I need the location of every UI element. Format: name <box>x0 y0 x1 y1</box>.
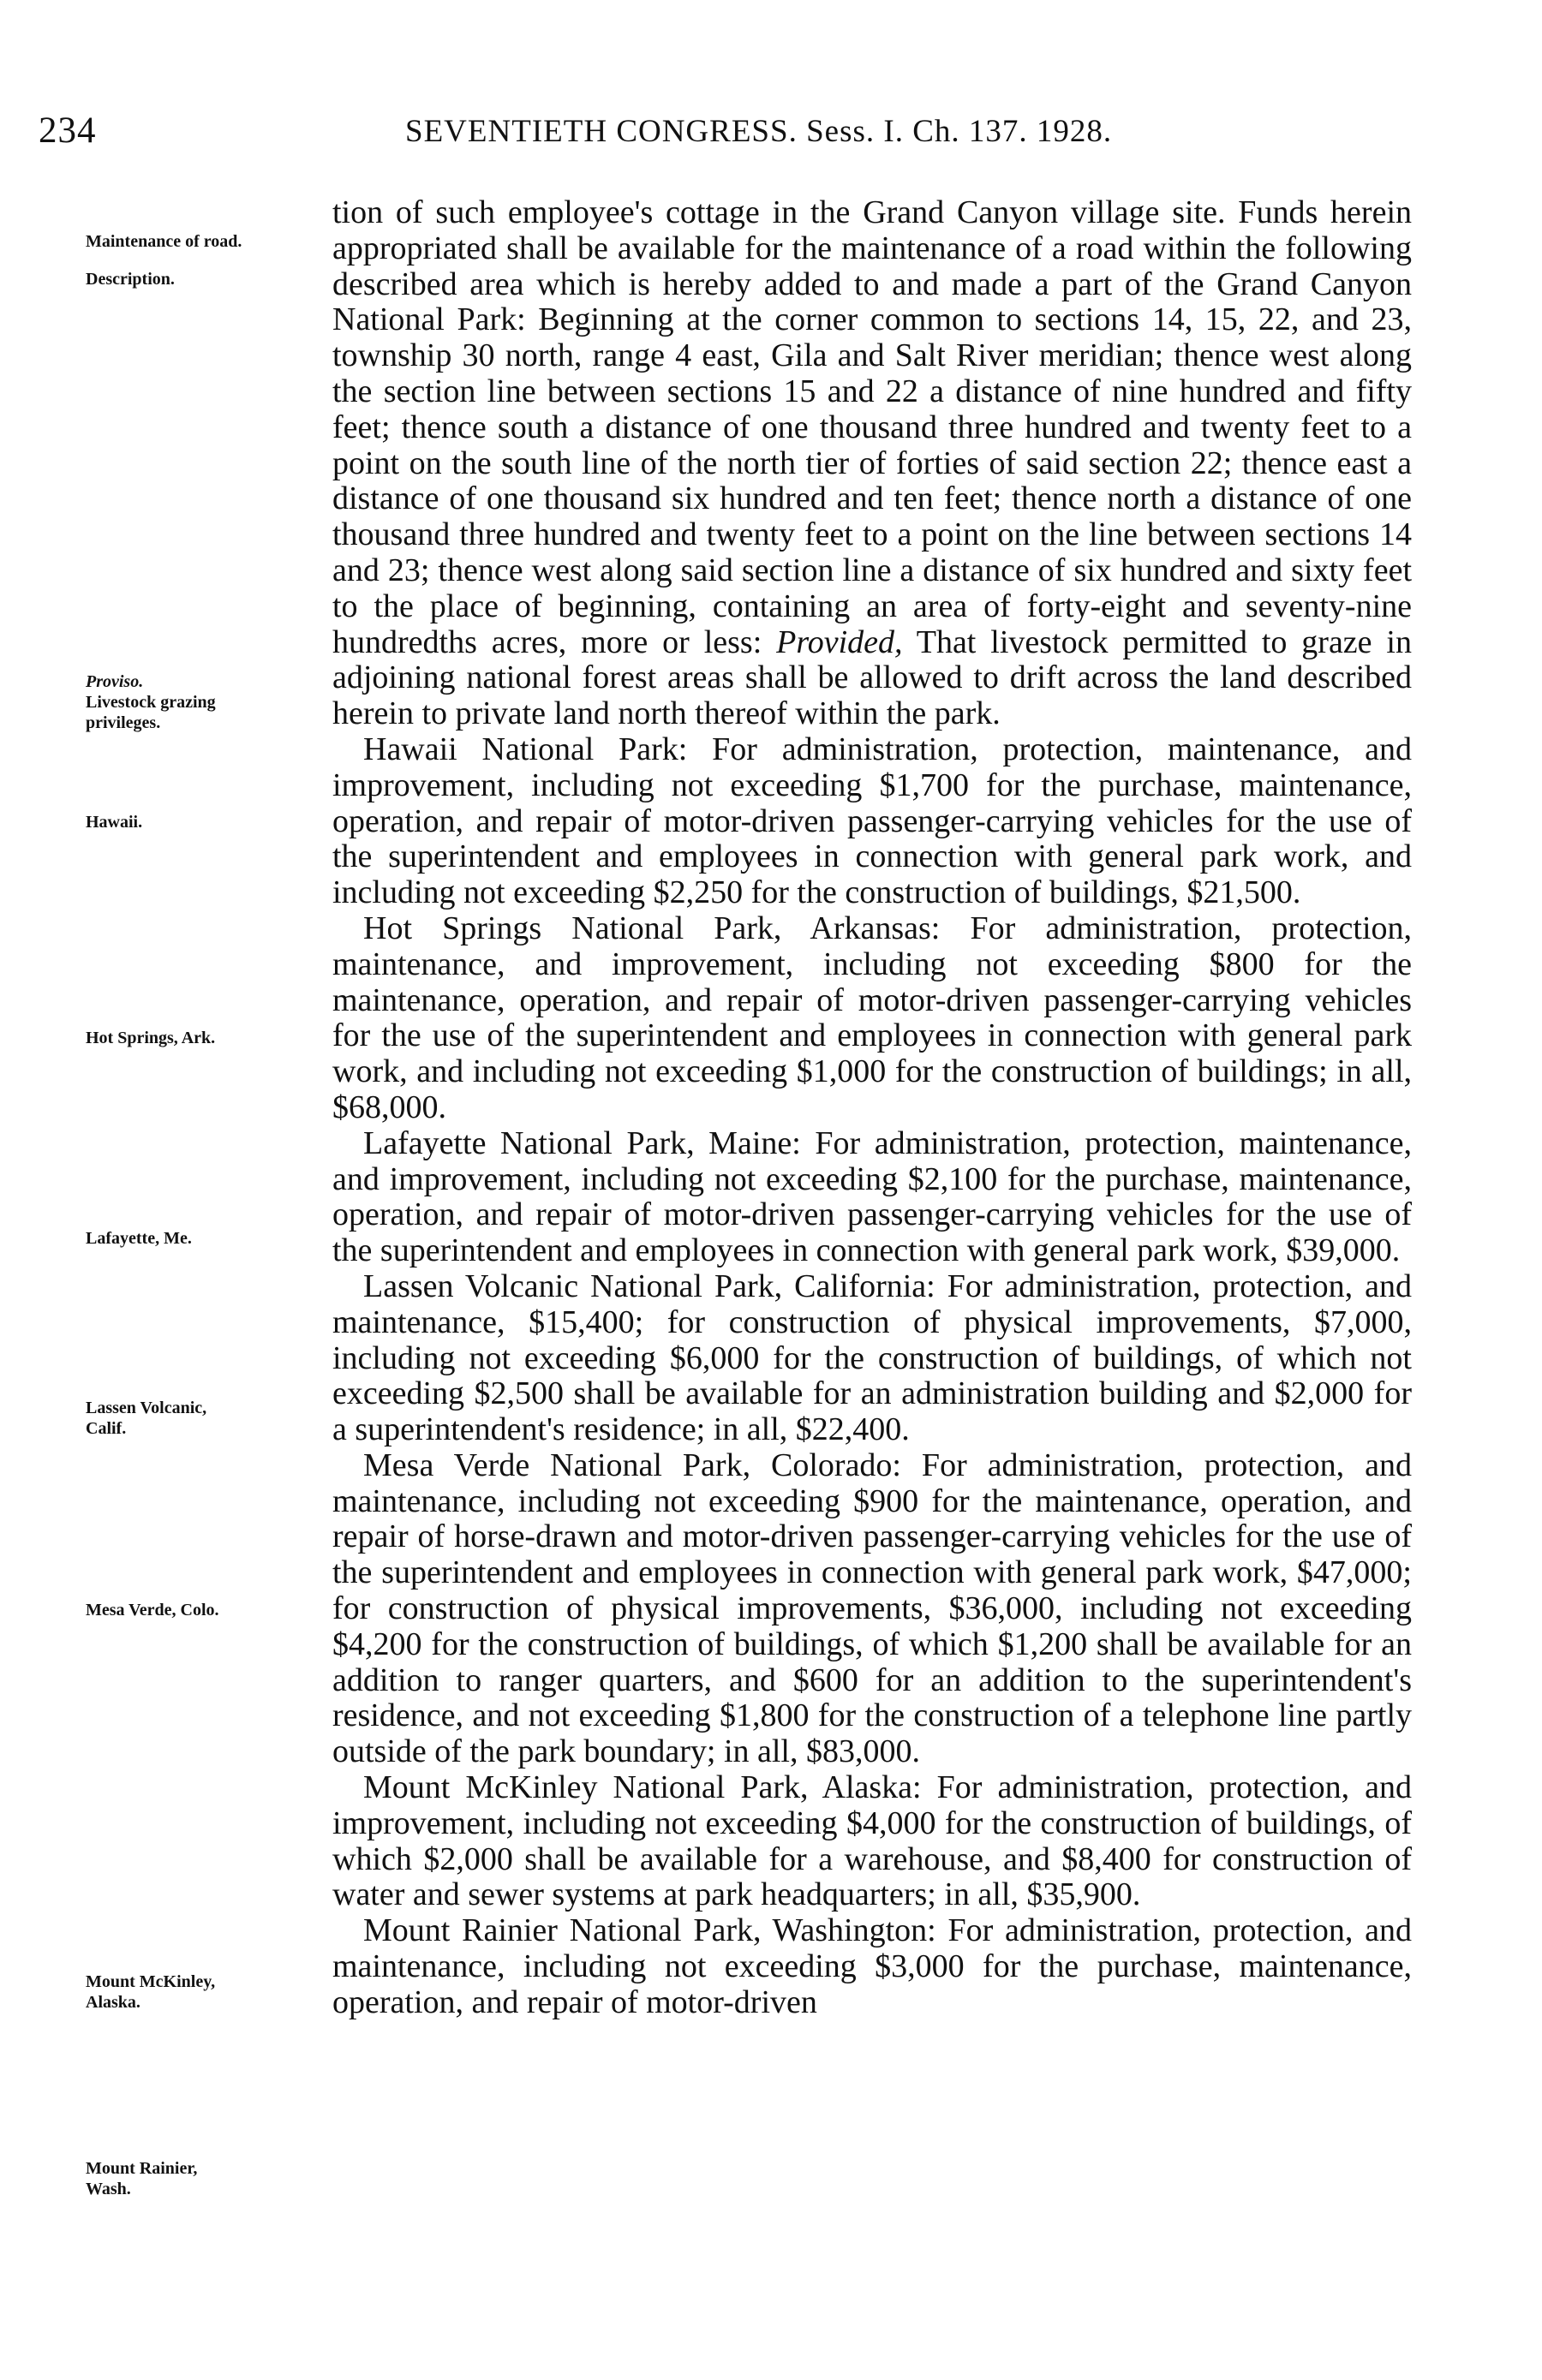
margin-notes <box>86 221 334 2294</box>
paragraph-mount-mckinley: Mount McKinley National Park, Alaska: For administration, protection, and improvement, including not exceeding $4,000 for the construction of buildings, of which $2,000 shall be available for a warehouse, and $8,400 for construction of water and sewer systems at park headquarters; in all, $35,900. <box>332 1769 1412 1913</box>
paragraph-grand-canyon: tion of such employee's cottage in the Grand Canyon village site. Funds herein appropriated shall be available for the maintenance of a road within the following described area which is hereby added to and made a part of the Grand Canyon National Park: Beginning at the corner common to sections 14, 15, 22, and 23, township 30 north, range 4 east, Gila and Salt River meridian; thence west along the section line between sections 15 and 22 a distance of nine hundred and fifty feet; thence south a distance of one thousand three hundred and twenty feet to a point on the south line of the north tier of forties of said section 22; thence east a distance of one thousand six hundred and ten feet; thence north a distance of one thousand three hundred and twenty feet to a point on the line between sections 14 and 23; thence west along said section line a distance of six hundred and sixty feet to the place of beginning, containing an area of forty-eight and seventy-nine hundredths acres, more or less: Provided, That livestock permitted to graze in adjoining national forest areas shall be allowed to drift across the land described herein to private land north thereof within the park. <box>332 194 1412 732</box>
page-header <box>39 110 1409 161</box>
paragraph-mount-rainier: Mount Rainier National Park, Washington: For administration, protection, and maintenance, including not exceeding $3,000 for the purchase, maintenance, operation, and repair of motor-driven <box>332 1912 1412 2020</box>
paragraph-lafayette: Lafayette National Park, Maine: For administration, protection, maintenance, and improvement, including not exceeding $2,100 for the purchase, maintenance, operation, and repair of motor-driven passenger-carrying vehicles for the use of the superintendent and employees in connection with general park work, $39,000. <box>332 1124 1412 1269</box>
running-head: SEVENTIETH CONGRESS. Sess. I. Ch. 137. 1928. <box>405 114 1113 149</box>
paragraph-hot-springs: Hot Springs National Park, Arkansas: For administration, protection, maintenance, and improvement, including not exceeding $800 for the maintenance, operation, and repair of motor-driven passenger-carrying vehicles for the use of the superintendent and employees in connection with general park work, and including not exceeding $1,000 for the construction of buildings; in all, $68,000. <box>332 910 1412 1125</box>
paragraph-lassen-volcanic: Lassen Volcanic National Park, California: For administration, protection, and maintenance, $15,400; for construction of physical improvements, $7,000, including not exceeding $6,000 for the construction of buildings, of which not exceeding $2,500 shall be available for an administration building and $2,000 for a superintendent's residence; in all, $22,400. <box>332 1268 1412 1448</box>
margin-note-maintenance-of-road: Maintenance of road. <box>86 232 242 251</box>
margin-note-lassen-volcanic: Lassen Volcanic, Calif. <box>86 1399 207 1438</box>
margin-note-proviso: Proviso. Livestock grazing privileges. <box>86 672 216 732</box>
proviso-italic: Provided, <box>776 623 903 660</box>
paragraph-mesa-verde: Mesa Verde National Park, Colorado: For administration, protection, and maintenance, including not exceeding $900 for the maintenance, operation, and repair of horse-drawn and motor-driven passenger-carrying vehicles for the use of the superintendent and employees in connection with general park work, $47,000; for construction of physical improvements, $36,000, including not exceeding $4,200 for the construction of buildings, of which $1,200 shall be available for an addition to ranger quarters, and $600 for an addition to the superintendent's residence, and not exceeding $1,800 for the construction of a telephone line partly outside of the park boundary; in all, $83,000. <box>332 1446 1412 1770</box>
margin-note-hawaii: Hawaii. <box>86 813 143 832</box>
margin-note-hot-springs: Hot Springs, Ark. <box>86 1029 216 1047</box>
margin-note-description: Description. <box>86 270 175 289</box>
margin-note-mount-mckinley: Mount McKinley, Alaska. <box>86 1972 216 2012</box>
margin-note-mesa-verde: Mesa Verde, Colo. <box>86 1601 219 1619</box>
margin-note-mount-rainier: Mount Rainier, Wash. <box>86 2159 198 2198</box>
body-text <box>332 195 1412 2021</box>
paragraph-hawaii: Hawaii National Park: For administration, protection, maintenance, and improvement, including not exceeding $1,700 for the purchase, maintenance, operation, and repair of motor-driven passenger-carrying vehicles for the use of the superintendent and employees in connection with general park work, and including not exceeding $2,250 for the construction of buildings, $21,500. <box>332 731 1412 911</box>
margin-note-lafayette: Lafayette, Me. <box>86 1229 192 1248</box>
page-number: 234 <box>39 110 97 151</box>
